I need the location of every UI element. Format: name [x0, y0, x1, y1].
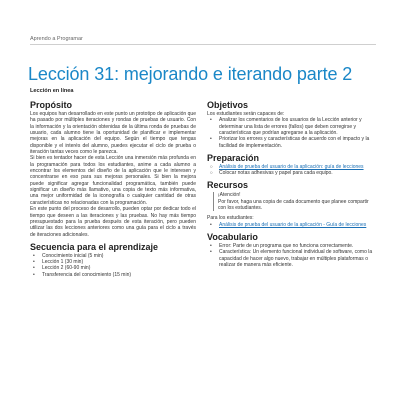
list-item: • Conocimiento inicial (5 min) — [42, 253, 196, 259]
resources-section — [207, 180, 377, 228]
purpose-section — [30, 100, 196, 238]
list-item: • Priorizar los errores y características de acuerdo con el impacto y la facilidad de implementación. — [219, 136, 377, 149]
objectives-section — [207, 100, 377, 149]
sequence-list — [30, 253, 196, 278]
list-item: • Analizar los comentarios de los usuarios de la Lección anterior y determinar una lista de errores (fallos) que deben corregirse y características que podrían agregarse a la aplicación. — [219, 117, 377, 136]
attention-note — [213, 192, 377, 211]
objectives-list — [207, 117, 377, 148]
purpose-paragraph-3: En este punto del proceso de desarrollo, pueden optar por dedicar todo el tiempo que deseen a las iteraciones y las pruebas. No hay más tiempo presupuestado para la prueba después de esta iteración, pero pueden utilizar las dos lecciones anteriores como una guía para el ciclo a través de iteraciones adicionales. — [30, 206, 196, 238]
purpose-paragraph-2: Si bien es tentador hacer de esta Lección una inmersión más profunda en la programación para todos los estudiantes, anime a cada alumno a encontrar los elementos del diseño de la aplicación que le interesen y concentrarse en eso para sus mejoras personales. Si bien la mejora puede significar agregar funcionalidad programática, también puede significar un diseño más llamativo, una copia de texto más informativa, una mejor uniformidad de la iconografía o cualquier cantidad de otras características no relacionadas con la programación. — [30, 155, 196, 206]
resources-list — [207, 222, 377, 228]
vocabulary-section — [207, 232, 377, 268]
resources-heading: Recursos — [207, 180, 249, 191]
preparation-guide-link[interactable]: Análisis de prueba del usuario de la aplicación: guía de lecciones — [219, 163, 364, 170]
objectives-heading: Objetivos — [207, 100, 249, 110]
resources-guide-link[interactable]: Análisis de prueba del usuario de la aplicación - Guía de lecciones — [219, 221, 367, 228]
sequence-heading: Secuencia para el aprendizaje — [30, 241, 159, 252]
lesson-title: Lección 31: mejorando e iterando parte 2 — [28, 64, 353, 84]
list-item: • Lección 1 (30 min) — [42, 259, 196, 265]
preparation-list — [207, 164, 377, 177]
course-header: Aprendo a Programar — [30, 36, 376, 45]
list-item: • Error: Parte de un programa que no funciona correctamente. — [219, 243, 377, 249]
purpose-heading: Propósito — [30, 100, 72, 110]
objectives-intro: Los estudiantes serán capaces de: — [207, 111, 285, 117]
preparation-heading: Preparación — [207, 152, 260, 163]
for-students-label: Para los estudiantes: — [207, 215, 254, 222]
list-item: • Transferencia del conocimiento (15 min) — [42, 272, 196, 278]
vocabulary-heading: Vocabulario — [207, 231, 258, 242]
list-item — [219, 222, 377, 228]
preparation-section — [207, 153, 377, 177]
attention-text: Por favor, haga una copia de cada documento que planee compartir con los estudiantes. — [218, 198, 369, 212]
vocabulary-list — [207, 243, 377, 268]
right-column — [207, 100, 377, 268]
left-column — [30, 100, 196, 278]
lesson-subtitle: Lección en línea — [30, 88, 74, 94]
attention-label: ¡Atención! — [218, 192, 241, 199]
list-item: • Característica: Un elemento funcional individual de software, como la capacidad de hacer algo nuevo, trabajar en múltiples plataformas o realizar de manera más eficiente. — [219, 249, 377, 268]
sequence-section — [30, 242, 196, 278]
list-item: • Lección 2 (60-90 min) — [42, 265, 196, 271]
list-item: ○ Colocar notas adhesivas y papel para cada equipo. — [219, 170, 377, 176]
purpose-paragraph-1: Los equipos han desarrollado en este punto un prototipo de aplicación que ha pasado por múltiples iteraciones y rondas de pruebas de usuario. Con la información y la orientación obtenidas de la última ronda de pruebas de usuario, cada alumno tiene la oportunidad de planificar e implementar mejoras en la aplicación del equipo. Según el tiempo que tengas disponible y el interés del alumno, puedes ejecutar el ciclo de prueba o iteración tantas veces como le parezca. — [30, 111, 196, 156]
